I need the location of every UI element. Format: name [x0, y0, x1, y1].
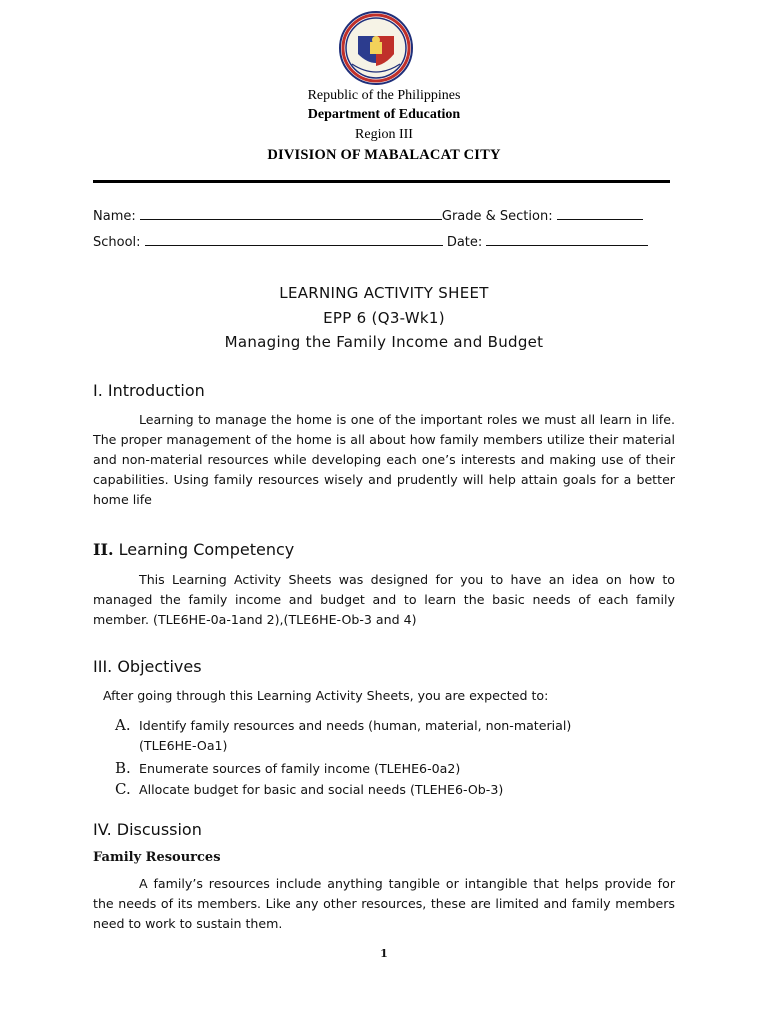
objective-letter: C. — [115, 780, 131, 798]
competency-heading — [93, 540, 294, 559]
school-date-row — [93, 233, 670, 250]
name-label: Name: — [93, 209, 136, 224]
sheet-title: LEARNING ACTIVITY SHEET — [279, 284, 489, 302]
page-number: 1 — [380, 947, 388, 960]
objective-text: Allocate budget for basic and social needs (TLEHE6-Ob-3) — [139, 782, 504, 797]
objective-item — [115, 779, 677, 800]
date-label: Date: — [446, 235, 483, 250]
objective-text: Enumerate sources of family income (TLEHE6-0a2) — [139, 761, 461, 776]
school-field[interactable] — [145, 233, 443, 246]
name-field[interactable] — [140, 207, 442, 220]
competency-numeral: II. — [93, 540, 114, 559]
objective-item — [115, 758, 677, 779]
grade-section-label: Grade & Section: — [441, 209, 553, 224]
school-label: School: — [93, 235, 141, 250]
subject-title: EPP 6 (Q3-Wk1) — [323, 309, 445, 327]
topic-title: Managing the Family Income and Budget — [224, 333, 544, 351]
header-region: Region III — [355, 127, 413, 142]
competency-title: Learning Competency — [118, 540, 295, 559]
introduction-heading: I. Introduction — [93, 381, 205, 400]
header-division: DIVISION OF MABALACAT CITY — [267, 147, 501, 163]
grade-section-field[interactable] — [557, 207, 643, 220]
objectives-heading: III. Objectives — [93, 657, 202, 676]
objective-text: Identify family resources and needs (human, material, non-material) — [139, 718, 572, 733]
discussion-text: A family’s resources include anything tangible or intangible that helps provide for the needs of its members. Like any other resources, these are limited and family members need to work to sustain them. — [93, 876, 675, 931]
introduction-text: Learning to manage the home is one of the important roles we must all learn in life. The proper management of the home is all about how family members utilize their material and non-material resources while developing each one’s interests and making use of their capabilities. Using family resources wisely and prudently will help attain goals for a better home life — [93, 412, 675, 507]
discussion-heading: IV. Discussion — [93, 820, 202, 839]
date-field[interactable] — [486, 233, 648, 246]
objective-letter: A. — [115, 716, 131, 734]
objective-item — [115, 715, 677, 756]
header-department: Department of Education — [307, 107, 461, 122]
name-grade-row — [93, 207, 670, 224]
deped-seal-logo — [330, 10, 422, 86]
header-republic: Republic of the Philippines — [307, 88, 461, 103]
competency-text: This Learning Activity Sheets was designed for you to have an idea on how to managed the family income and budget and to learn the basic needs of each family member. (TLE6HE-0a-1and 2),(TLE6HE-Ob-3 and 4) — [93, 572, 675, 627]
objective-text-continued: (TLE6HE-Oa1) — [139, 738, 228, 753]
header-divider — [93, 180, 670, 183]
objectives-intro: After going through this Learning Activity Sheets, you are expected to: — [103, 688, 549, 703]
family-resources-subheading: Family Resources — [93, 850, 221, 865]
objective-letter: B. — [115, 759, 131, 777]
